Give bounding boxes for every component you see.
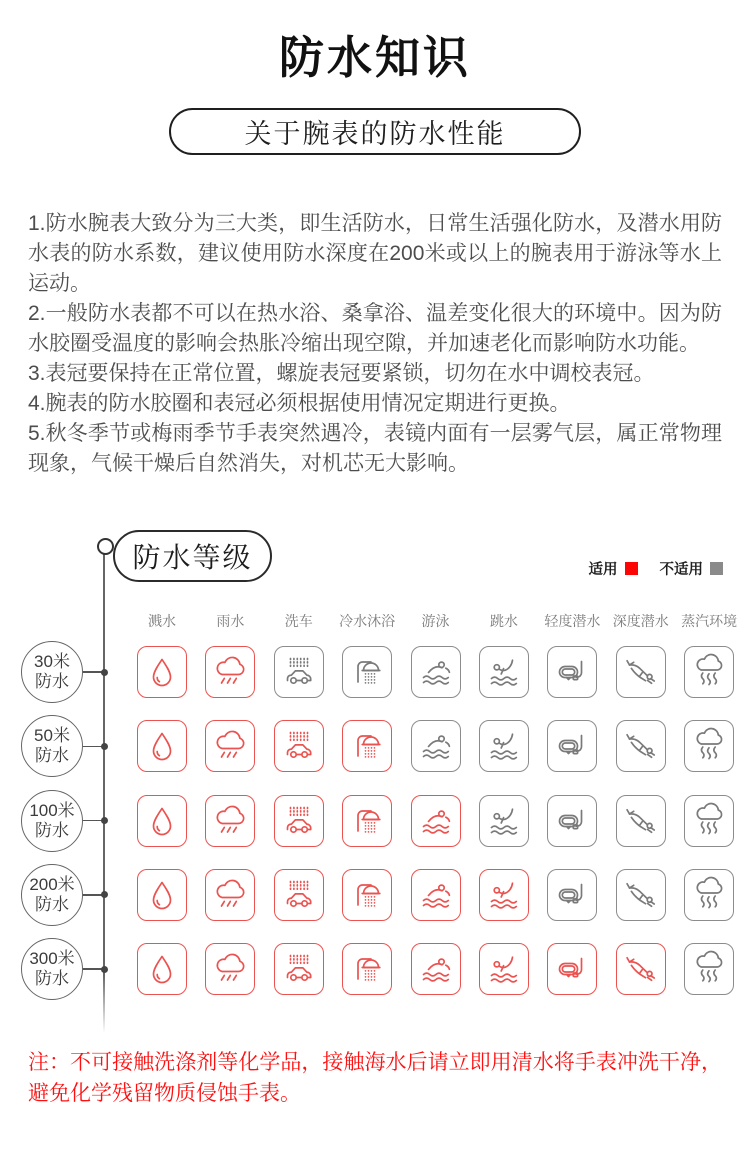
rating-row	[128, 869, 744, 921]
rating-slot	[675, 869, 743, 921]
rating-slot	[538, 795, 606, 847]
rating-slot	[128, 720, 196, 772]
rating-slot	[333, 720, 401, 772]
deep-diving-icon	[621, 726, 661, 766]
rating-cell	[274, 943, 324, 995]
splash-water-icon	[142, 875, 182, 915]
rating-cell	[547, 720, 597, 772]
splash-water-icon	[142, 726, 182, 766]
rating-row	[128, 720, 744, 772]
rating-cell	[137, 869, 187, 921]
rating-cell	[616, 646, 666, 698]
timeline-top-node	[97, 538, 114, 555]
depth-type-label: 防水	[35, 672, 69, 691]
car-wash-icon	[279, 949, 319, 989]
legend	[589, 558, 724, 579]
rating-cell	[616, 869, 666, 921]
rating-slot	[607, 869, 675, 921]
rating-cell	[616, 795, 666, 847]
rating-cell	[274, 646, 324, 698]
rating-cell	[547, 795, 597, 847]
snorkeling-icon	[552, 949, 592, 989]
rating-cell	[479, 869, 529, 921]
depth-circle	[21, 790, 83, 852]
cold-shower-icon	[347, 875, 387, 915]
column-header: 游泳	[421, 613, 450, 629]
rating-slot	[333, 646, 401, 698]
rating-cell	[342, 869, 392, 921]
cold-shower-icon	[347, 949, 387, 989]
rating-row	[128, 646, 744, 698]
intro-paragraph: 5.秋冬季节或梅雨季节手表突然遇冷，表镜内面有一层雾气层，属正常物理现象，气候干燥后自然消失，对机芯无大影响。	[28, 422, 722, 475]
rating-slot	[128, 869, 196, 921]
rating-cell	[205, 720, 255, 772]
timeline-dot	[101, 817, 108, 824]
car-wash-icon	[279, 801, 319, 841]
rating-slot	[128, 943, 196, 995]
diving-icon	[484, 652, 524, 692]
rating-slot	[265, 869, 333, 921]
rating-slot	[607, 720, 675, 772]
diving-icon	[484, 949, 524, 989]
cold-shower-icon	[347, 801, 387, 841]
rating-slot	[401, 869, 469, 921]
rating-slot	[607, 646, 675, 698]
rating-cell	[205, 646, 255, 698]
rating-heading-pill	[113, 530, 272, 582]
rating-cell	[274, 720, 324, 772]
rating-cell	[616, 720, 666, 772]
rating-cell	[342, 943, 392, 995]
timeline-dot	[101, 669, 108, 676]
rating-cell	[411, 646, 461, 698]
rating-cell	[479, 720, 529, 772]
rating-cell	[137, 720, 187, 772]
rating-slot	[470, 795, 538, 847]
rating-cell	[274, 869, 324, 921]
depth-label: 100米	[29, 800, 75, 820]
rating-cell	[684, 795, 734, 847]
swimming-icon	[416, 949, 456, 989]
depth-label: 30米	[34, 652, 70, 671]
rating-slot	[196, 795, 264, 847]
depth-circle	[21, 864, 83, 926]
rating-slot	[401, 795, 469, 847]
cold-shower-icon	[347, 652, 387, 692]
rating-slot	[196, 720, 264, 772]
diving-icon	[484, 875, 524, 915]
column-header: 洗车	[284, 613, 313, 629]
rating-slot	[470, 869, 538, 921]
rating-slot	[128, 795, 196, 847]
column-header: 溅水	[147, 613, 176, 629]
rating-slot	[265, 720, 333, 772]
rain-icon	[210, 875, 250, 915]
rating-slot	[196, 869, 264, 921]
rating-slot	[196, 646, 264, 698]
rating-cell	[274, 795, 324, 847]
rating-slot	[538, 943, 606, 995]
rating-cell	[479, 795, 529, 847]
legend-applicable-label: 适用	[588, 562, 618, 578]
rating-slot	[333, 943, 401, 995]
timeline-line	[103, 545, 105, 1033]
rating-row	[128, 795, 744, 847]
rain-icon	[210, 949, 250, 989]
column-header: 冷水沐浴	[339, 613, 396, 629]
page-title: 防水知识	[278, 32, 471, 83]
snorkeling-icon	[552, 652, 592, 692]
swimming-icon	[416, 652, 456, 692]
car-wash-icon	[279, 875, 319, 915]
timeline-dot	[101, 743, 108, 750]
rating-slot	[538, 720, 606, 772]
rating-cell	[684, 869, 734, 921]
rating-cell	[342, 646, 392, 698]
rating-cell	[547, 943, 597, 995]
rating-cell	[342, 795, 392, 847]
timeline-dot	[101, 966, 108, 973]
rating-row	[128, 943, 744, 995]
rating-slot	[196, 943, 264, 995]
snorkeling-icon	[552, 726, 592, 766]
depth-type-label: 防水	[35, 894, 69, 914]
rating-slot	[333, 795, 401, 847]
rating-cell	[205, 869, 255, 921]
splash-water-icon	[142, 801, 182, 841]
column-header: 深度潜水	[612, 613, 669, 629]
diving-icon	[484, 801, 524, 841]
snorkeling-icon	[552, 801, 592, 841]
car-wash-icon	[279, 726, 319, 766]
snorkeling-icon	[552, 875, 592, 915]
depth-type-label: 防水	[35, 746, 69, 766]
note-text: 注：不可接触洗涤剂等化学品，接触海水后请立即用清水将手表冲洗干净，避免化学残留物质侵蚀手表。	[28, 1051, 722, 1105]
rating-cell	[411, 869, 461, 921]
intro-paragraph: 3.表冠要保持在正常位置，螺旋表冠要紧锁，切勿在水中调校表冠。	[28, 362, 655, 385]
applicable-swatch-icon	[625, 562, 638, 575]
depth-circle	[21, 938, 83, 1000]
rating-cell	[684, 646, 734, 698]
rating-slot	[401, 646, 469, 698]
column-header: 轻度潜水	[544, 613, 601, 629]
rating-slot	[265, 795, 333, 847]
depth-label: 50米	[34, 726, 70, 746]
rating-slot	[265, 646, 333, 698]
steam-icon	[689, 801, 729, 841]
rating-slot	[333, 869, 401, 921]
depth-circle	[21, 641, 83, 703]
deep-diving-icon	[621, 875, 661, 915]
rating-cell	[479, 646, 529, 698]
rain-icon	[210, 726, 250, 766]
rain-icon	[210, 652, 250, 692]
rating-cell	[342, 720, 392, 772]
rating-cell	[137, 795, 187, 847]
swimming-icon	[416, 801, 456, 841]
intro-paragraph: 1.防水腕表大致分为三大类，即生活防水，日常生活强化防水，及潜水用防水表的防水系数，建议使用防水深度在200米或以上的腕表用于游泳等水上运动。	[28, 212, 722, 295]
steam-icon	[689, 726, 729, 766]
depth-circle	[21, 715, 83, 777]
rating-cell	[205, 943, 255, 995]
rating-cell	[411, 943, 461, 995]
deep-diving-icon	[621, 949, 661, 989]
steam-icon	[689, 652, 729, 692]
depth-label: 200米	[29, 874, 75, 894]
rating-slot	[128, 646, 196, 698]
subtitle-text: 关于腕表的防水性能	[244, 119, 506, 149]
rating-slot	[675, 720, 743, 772]
rating-cell	[479, 943, 529, 995]
rating-slot	[538, 869, 606, 921]
steam-icon	[689, 875, 729, 915]
intro-paragraph: 4.腕表的防水胶圈和表冠必须根据使用情况定期进行更换。	[28, 392, 571, 415]
legend-not-applicable	[660, 558, 724, 579]
intro-paragraph: 2.一般防水表都不可以在热水浴、桑拿浴、温差变化很大的环境中。因为防水胶圈受温度的影响会热胀冷缩出现空隙，并加速老化而影响防水功能。	[28, 302, 722, 355]
rating-cell	[547, 646, 597, 698]
rating-slot	[470, 646, 538, 698]
rating-slot	[470, 943, 538, 995]
depth-type-label: 防水	[35, 820, 69, 840]
rating-cell	[616, 943, 666, 995]
column-header: 雨水	[216, 613, 245, 629]
splash-water-icon	[142, 652, 182, 692]
steam-icon	[689, 949, 729, 989]
rating-slot	[538, 646, 606, 698]
column-header: 蒸汽环境	[681, 613, 738, 629]
legend-not-applicable-label: 不适用	[659, 562, 703, 578]
legend-applicable	[589, 558, 638, 579]
rating-slot	[675, 795, 743, 847]
rating-heading: 防水等级	[132, 542, 253, 573]
deep-diving-icon	[621, 801, 661, 841]
not-applicable-swatch-icon	[710, 562, 723, 575]
rating-cell	[137, 943, 187, 995]
rating-slot	[265, 943, 333, 995]
rating-slot	[675, 646, 743, 698]
rating-slot	[401, 720, 469, 772]
intro-text	[28, 209, 722, 479]
rating-cell	[684, 720, 734, 772]
cold-shower-icon	[347, 726, 387, 766]
rating-cell	[684, 943, 734, 995]
rating-cell	[411, 720, 461, 772]
rating-section	[0, 528, 750, 1033]
diving-icon	[484, 726, 524, 766]
rating-slot	[675, 943, 743, 995]
column-headers	[128, 611, 744, 631]
swimming-icon	[416, 726, 456, 766]
rating-cell	[547, 869, 597, 921]
rating-cell	[137, 646, 187, 698]
depth-type-label: 防水	[35, 969, 69, 989]
swimming-icon	[416, 875, 456, 915]
rating-slot	[607, 943, 675, 995]
rating-slot	[470, 720, 538, 772]
rating-cell	[205, 795, 255, 847]
depth-label: 300米	[29, 949, 75, 969]
column-header: 跳水	[489, 613, 518, 629]
splash-water-icon	[142, 949, 182, 989]
rating-slot	[401, 943, 469, 995]
subtitle-pill	[169, 108, 581, 155]
car-wash-icon	[279, 652, 319, 692]
rain-icon	[210, 801, 250, 841]
timeline-dot	[101, 891, 108, 898]
rating-cell	[411, 795, 461, 847]
rating-slot	[607, 795, 675, 847]
deep-diving-icon	[621, 652, 661, 692]
